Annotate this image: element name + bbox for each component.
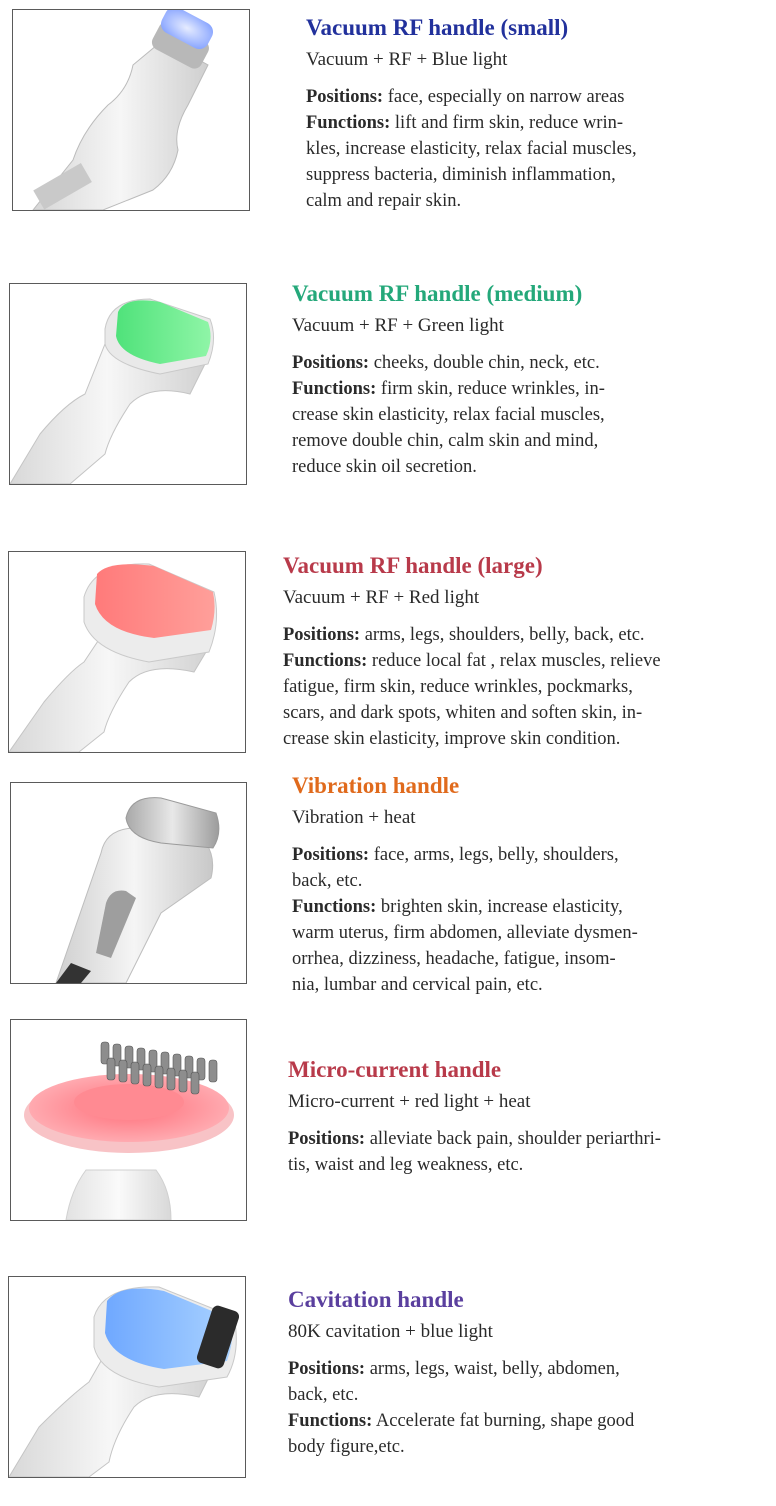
red-light-handle-icon [9, 552, 245, 752]
handle-description [288, 1126, 768, 1178]
functions-text: body figure,etc. [288, 1437, 405, 1457]
green-light-handle-icon [10, 284, 246, 484]
cavitation-handle-icon [9, 1277, 245, 1477]
positions-label: Positions: [283, 625, 361, 645]
positions-text: alleviate back pain, shoulder periarthri- [365, 1129, 661, 1149]
handle-subtitle: Vacuum + RF + Blue light [306, 49, 508, 70]
positions-text: back, etc. [292, 871, 363, 891]
functions-text: reduce local fat , relax muscles, relieve [367, 651, 661, 671]
positions-text: back, etc. [288, 1385, 359, 1405]
handle-description [292, 350, 762, 480]
handle-photo-frame [8, 551, 246, 753]
positions-text: face, arms, legs, belly, shoulders, [369, 845, 619, 865]
handle-photo-frame [10, 1019, 247, 1221]
positions-text: cheeks, double chin, neck, etc. [369, 353, 600, 373]
handle-title: Vibration handle [292, 773, 460, 798]
functions-text: scars, and dark spots, whiten and soften skin, in- [283, 703, 643, 723]
positions-text: arms, legs, waist, belly, abdomen, [365, 1359, 620, 1379]
functions-text: Accelerate fat burning, shape good [372, 1411, 635, 1431]
handle-photo-frame [10, 782, 247, 984]
positions-label: Positions: [292, 845, 370, 865]
functions-text: remove double chin, calm skin and mind, [292, 431, 599, 451]
blue-light-handle-icon [13, 10, 249, 210]
handle-photo-frame [12, 9, 250, 211]
positions-label: Positions: [288, 1359, 366, 1379]
functions-text: firm skin, reduce wrinkles, in- [376, 379, 605, 399]
handle-photo-frame [8, 1276, 246, 1478]
handle-subtitle: Micro-current + red light + heat [288, 1091, 531, 1112]
handle-description [288, 1356, 768, 1460]
functions-text: orrhea, dizziness, headache, fatigue, insom- [292, 949, 616, 969]
functions-label: Functions: [288, 1411, 373, 1431]
positions-text: arms, legs, shoulders, belly, back, etc. [360, 625, 645, 645]
handle-title: Vacuum RF handle (small) [306, 15, 569, 40]
positions-text: face, especially on narrow areas [383, 87, 625, 107]
functions-label: Functions: [292, 379, 377, 399]
handle-subtitle: Vibration + heat [292, 807, 416, 828]
functions-label: Functions: [292, 897, 377, 917]
positions-label: Positions: [292, 353, 370, 373]
handle-subtitle: Vacuum + RF + Green light [292, 315, 504, 336]
functions-text: kles, increase elasticity, relax facial muscles, [306, 139, 637, 159]
functions-label: Functions: [306, 113, 391, 133]
functions-text: warm uterus, firm abdomen, alleviate dysmen- [292, 923, 638, 943]
handle-description [283, 622, 768, 752]
handle-subtitle: Vacuum + RF + Red light [283, 587, 480, 608]
positions-label: Positions: [288, 1129, 366, 1149]
functions-text: reduce skin oil secretion. [292, 457, 477, 477]
functions-text: lift and firm skin, reduce wrin- [390, 113, 624, 133]
functions-text: calm and repair skin. [306, 191, 462, 211]
handle-description [306, 84, 766, 214]
functions-text: crease skin elasticity, improve skin condition. [283, 729, 621, 749]
positions-text: tis, waist and leg weakness, etc. [288, 1155, 524, 1175]
functions-label: Functions: [283, 651, 368, 671]
positions-label: Positions: [306, 87, 384, 107]
handle-title: Cavitation handle [288, 1287, 464, 1312]
handle-title: Micro-current handle [288, 1057, 502, 1082]
micro-current-handle-icon [11, 1020, 246, 1220]
handle-subtitle: 80K cavitation + blue light [288, 1321, 493, 1342]
handle-title: Vacuum RF handle (large) [283, 553, 543, 578]
functions-text: brighten skin, increase elasticity, [376, 897, 623, 917]
functions-text: crease skin elasticity, relax facial muscles, [292, 405, 605, 425]
functions-text: suppress bacteria, diminish inflammation, [306, 165, 616, 185]
handle-description [292, 842, 762, 998]
vibration-handle-icon [11, 783, 246, 983]
handle-photo-frame [9, 283, 247, 485]
functions-text: fatigue, firm skin, reduce wrinkles, pockmarks, [283, 677, 633, 697]
functions-text: nia, lumbar and cervical pain, etc. [292, 975, 543, 995]
handle-title: Vacuum RF handle (medium) [292, 281, 583, 306]
